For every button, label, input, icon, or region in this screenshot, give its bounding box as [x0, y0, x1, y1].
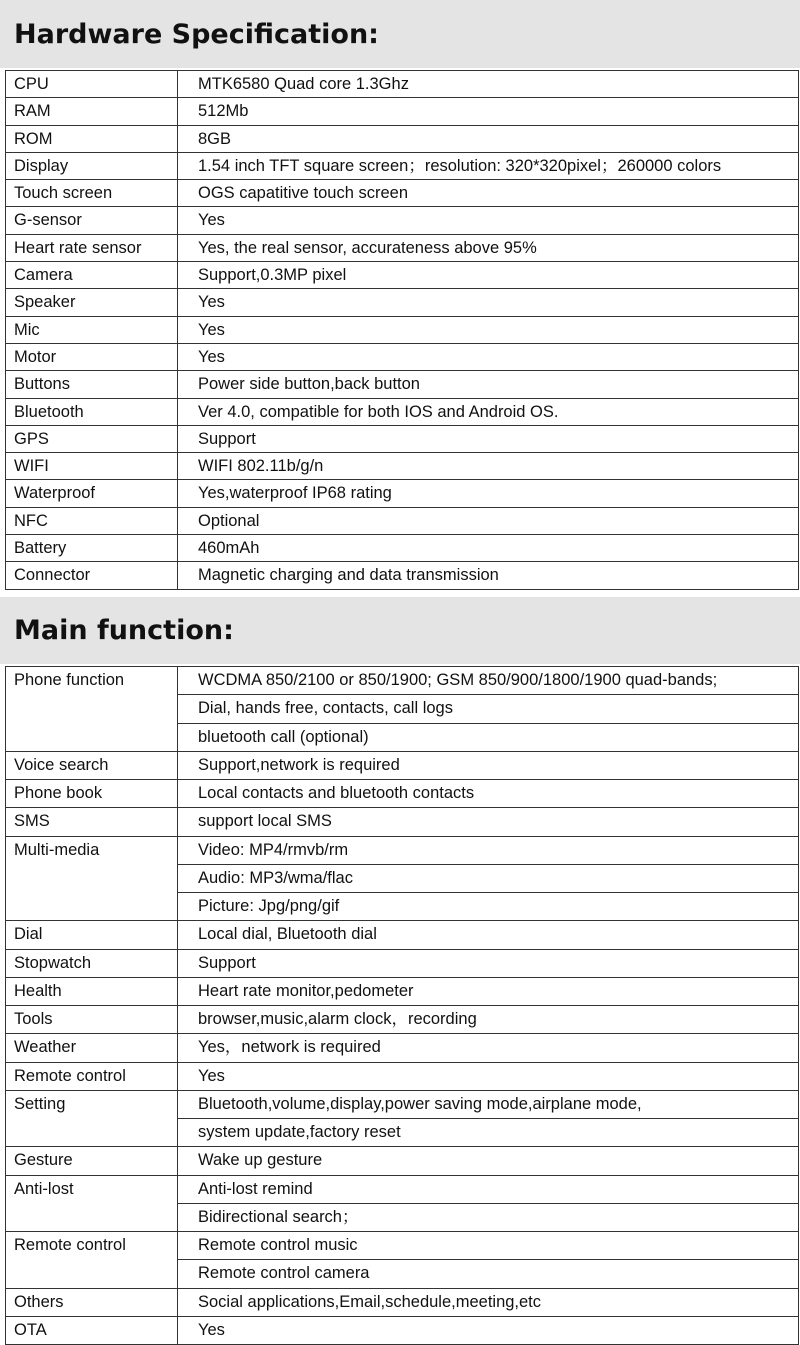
table-row: [6, 949, 799, 977]
function-label: Stopwatch: [6, 949, 178, 977]
function-label: Weather: [6, 1034, 178, 1062]
function-value: Remote control camera: [178, 1260, 799, 1288]
spec-value: Support: [178, 425, 799, 452]
table-row: [6, 1034, 799, 1062]
function-label: Tools: [6, 1006, 178, 1034]
spec-label: ROM: [6, 125, 178, 152]
table-row: [6, 71, 799, 98]
table-row: [6, 425, 799, 452]
spec-label: Touch screen: [6, 180, 178, 207]
function-label: Phone function: [6, 667, 178, 752]
spec-label: Heart rate sensor: [6, 234, 178, 261]
function-value: Yes，network is required: [178, 1034, 799, 1062]
function-label: Voice search: [6, 751, 178, 779]
spec-value: WIFI 802.11b/g/n: [178, 453, 799, 480]
table-row: [6, 262, 799, 289]
spec-label: RAM: [6, 98, 178, 125]
function-value: system update,factory reset: [178, 1119, 799, 1147]
main-function-title: Main function:: [0, 597, 800, 664]
table-row: [6, 343, 799, 370]
function-value: browser,music,alarm clock，recording: [178, 1006, 799, 1034]
function-value: Picture: Jpg/png/gif: [178, 893, 799, 921]
spec-value: Yes,waterproof IP68 rating: [178, 480, 799, 507]
function-value: Dial, hands free, contacts, call logs: [178, 695, 799, 723]
spec-label: Bluetooth: [6, 398, 178, 425]
spec-label: Motor: [6, 343, 178, 370]
spec-value: Yes: [178, 289, 799, 316]
table-row: [6, 180, 799, 207]
function-label: Health: [6, 977, 178, 1005]
spec-value: Yes, the real sensor, accurateness above 95%: [178, 234, 799, 261]
table-row: [6, 1175, 799, 1203]
table-row: [6, 507, 799, 534]
table-row: [6, 234, 799, 261]
spec-label: WIFI: [6, 453, 178, 480]
table-row: [6, 453, 799, 480]
main-function-table: [5, 666, 799, 1345]
function-value: Remote control music: [178, 1232, 799, 1260]
function-value: Audio: MP3/wma/flac: [178, 864, 799, 892]
spec-label: G-sensor: [6, 207, 178, 234]
table-row: [6, 398, 799, 425]
table-row: [6, 1090, 799, 1118]
function-value: Support,network is required: [178, 751, 799, 779]
function-label: Remote control: [6, 1062, 178, 1090]
spec-label: GPS: [6, 425, 178, 452]
spec-label: Camera: [6, 262, 178, 289]
function-value: support local SMS: [178, 808, 799, 836]
table-row: [6, 780, 799, 808]
function-value: Social applications,Email,schedule,meeting,etc: [178, 1288, 799, 1316]
spec-label: Buttons: [6, 371, 178, 398]
spec-value: 8GB: [178, 125, 799, 152]
hardware-spec-table: [5, 70, 799, 590]
function-value: Wake up gesture: [178, 1147, 799, 1175]
table-row: [6, 371, 799, 398]
function-label: SMS: [6, 808, 178, 836]
spec-value: MTK6580 Quad core 1.3Ghz: [178, 71, 799, 98]
spec-value: Magnetic charging and data transmission: [178, 562, 799, 589]
function-value: Local dial, Bluetooth dial: [178, 921, 799, 949]
spec-value: Optional: [178, 507, 799, 534]
function-value: Video: MP4/rmvb/rm: [178, 836, 799, 864]
spec-value: OGS capatitive touch screen: [178, 180, 799, 207]
function-label: Multi-media: [6, 836, 178, 921]
spec-label: Connector: [6, 562, 178, 589]
table-row: [6, 808, 799, 836]
table-row: [6, 667, 799, 695]
function-label: Dial: [6, 921, 178, 949]
function-label: OTA: [6, 1316, 178, 1344]
spec-label: Display: [6, 152, 178, 179]
spec-value: Power side button,back button: [178, 371, 799, 398]
function-value: Yes: [178, 1316, 799, 1344]
function-label: Others: [6, 1288, 178, 1316]
function-label: Remote control: [6, 1232, 178, 1289]
function-value: Bidirectional search；: [178, 1203, 799, 1231]
table-row: [6, 1006, 799, 1034]
spec-label: NFC: [6, 507, 178, 534]
table-row: [6, 98, 799, 125]
function-value: WCDMA 850/2100 or 850/1900; GSM 850/900/1800/1900 quad-bands;: [178, 667, 799, 695]
spec-label: Battery: [6, 535, 178, 562]
spec-label: CPU: [6, 71, 178, 98]
table-row: [6, 1316, 799, 1344]
function-label: Anti-lost: [6, 1175, 178, 1232]
spec-value: Support,0.3MP pixel: [178, 262, 799, 289]
function-value: Support: [178, 949, 799, 977]
table-row: [6, 1288, 799, 1316]
function-label: Setting: [6, 1090, 178, 1147]
table-row: [6, 207, 799, 234]
table-row: [6, 977, 799, 1005]
table-row: [6, 836, 799, 864]
hardware-spec-title: Hardware Specification:: [0, 0, 800, 68]
table-row: [6, 480, 799, 507]
function-value: Bluetooth,volume,display,power saving mode,airplane mode,: [178, 1090, 799, 1118]
table-row: [6, 562, 799, 589]
spec-value: Yes: [178, 343, 799, 370]
table-row: [6, 125, 799, 152]
table-row: [6, 1232, 799, 1260]
table-row: [6, 1062, 799, 1090]
table-row: [6, 316, 799, 343]
table-row: [6, 921, 799, 949]
function-value: Anti-lost remind: [178, 1175, 799, 1203]
table-row: [6, 535, 799, 562]
function-value: bluetooth call (optional): [178, 723, 799, 751]
function-label: Phone book: [6, 780, 178, 808]
spec-value: Ver 4.0, compatible for both IOS and Android OS.: [178, 398, 799, 425]
function-value: Local contacts and bluetooth contacts: [178, 780, 799, 808]
table-row: [6, 289, 799, 316]
spec-label: Waterproof: [6, 480, 178, 507]
table-row: [6, 152, 799, 179]
spec-value: Yes: [178, 207, 799, 234]
spec-value: 512Mb: [178, 98, 799, 125]
spec-value: Yes: [178, 316, 799, 343]
table-row: [6, 1147, 799, 1175]
function-value: Yes: [178, 1062, 799, 1090]
spec-value: 1.54 inch TFT square screen；resolution: 320*320pixel；260000 colors: [178, 152, 799, 179]
spec-label: Speaker: [6, 289, 178, 316]
spec-label: Mic: [6, 316, 178, 343]
spec-value: 460mAh: [178, 535, 799, 562]
function-label: Gesture: [6, 1147, 178, 1175]
table-row: [6, 751, 799, 779]
function-value: Heart rate monitor,pedometer: [178, 977, 799, 1005]
